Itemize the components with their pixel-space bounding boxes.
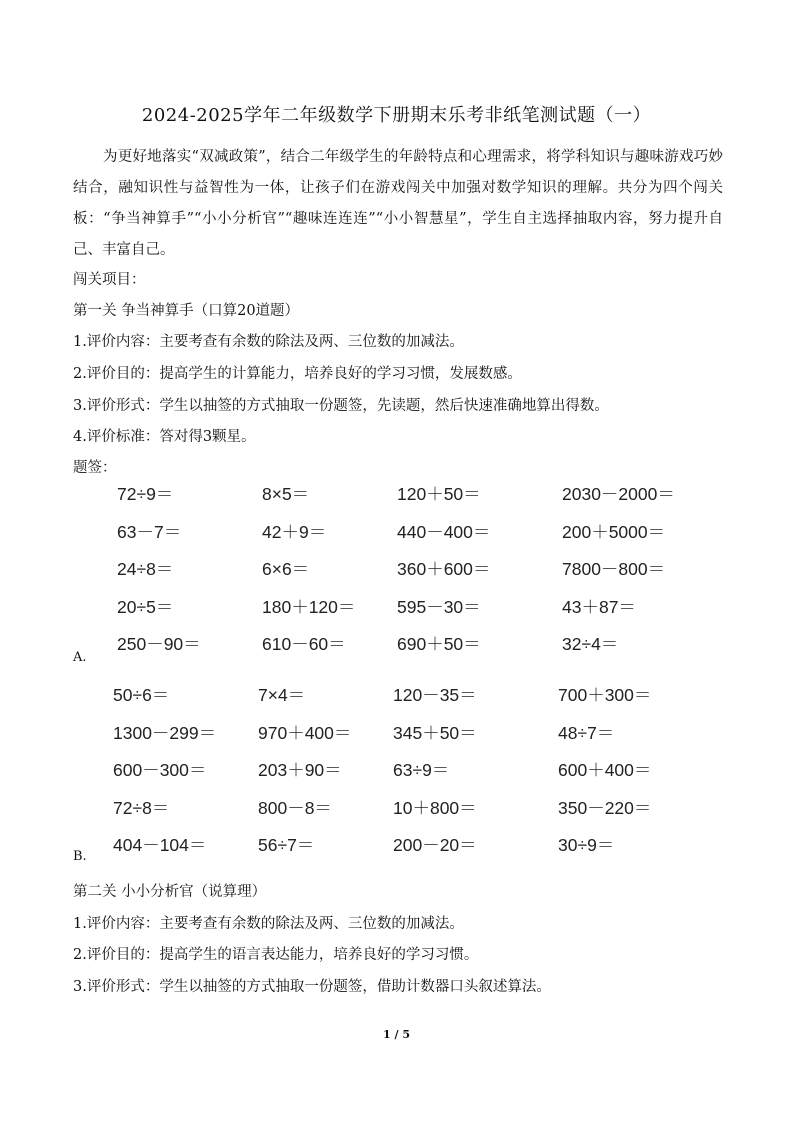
problem-cell: 600＋400＝ (558, 760, 652, 781)
problem-cell: 120＋50＝ (397, 484, 481, 505)
page-title: 2024-2025学年二年级数学下册期末乐考非纸笔测试题（一） (141, 105, 652, 126)
problem-cell: 200－20＝ (393, 835, 477, 856)
level1-content: 1.评价内容：主要考查有余数的除法及两、三位数的加减法。 (73, 334, 464, 350)
problem-cell: 63－7＝ (117, 521, 182, 542)
problem-cell: 203＋90＝ (258, 760, 342, 781)
problem-cell: 250－90＝ (117, 634, 201, 655)
problem-cell: 2030－2000＝ (562, 484, 675, 505)
problem-cell: 690＋50＝ (397, 634, 481, 655)
problem-cell: 50÷6＝ (113, 685, 170, 706)
level2-content: 1.评价内容：主要考查有余数的除法及两、三位数的加减法。 (73, 916, 464, 932)
set-b-label: B. (73, 849, 87, 864)
level1-standard: 4.评价标准：答对得3颗星。 (73, 429, 256, 445)
problem-cell: 72÷8＝ (113, 797, 170, 818)
problem-cell: 42＋9＝ (262, 521, 327, 542)
problem-cell: 120－35＝ (393, 685, 477, 706)
level1-heading: 第一关 争当神算手（口算20道题） (73, 303, 300, 319)
problem-cell: 1300－299＝ (113, 722, 217, 743)
problem-cell: 7×4＝ (258, 685, 306, 706)
problem-cell: 600－300＝ (113, 760, 207, 781)
problem-cell: 200＋5000＝ (562, 521, 666, 542)
problem-cell: 345＋50＝ (393, 722, 477, 743)
problem-cell: 10＋800＝ (393, 797, 477, 818)
problem-cell: 610－60＝ (262, 634, 346, 655)
problem-cell: 360＋600＝ (397, 559, 491, 580)
level2-form: 3.评价形式：学生以抽签的方式抽取一份题签，借助计数器口头叙述算法。 (73, 979, 551, 995)
level1-label: 题签： (73, 460, 117, 476)
items-heading: 闯关项目： (73, 272, 146, 288)
problem-cell: 43＋87＝ (562, 596, 636, 617)
level2-purpose: 2.评价目的：提高学生的语言表达能力，培养良好的学习习惯。 (73, 947, 479, 963)
page-number: 1 / 5 (383, 1028, 410, 1041)
problem-cell: 595－30＝ (397, 596, 481, 617)
problem-cell: 700＋300＝ (558, 685, 652, 706)
problem-cell: 404－104＝ (113, 835, 207, 856)
problem-cell: 63÷9＝ (393, 760, 450, 781)
problem-cell: 20÷5＝ (117, 596, 174, 617)
problem-cell: 24÷8＝ (117, 559, 174, 580)
level1-form: 3.评价形式：学生以抽签的方式抽取一份题签，先读题，然后快速准确地算出得数。 (73, 398, 609, 414)
intro-paragraph: 为更好地落实“双减政策”，结合二年级学生的年龄特点和心理需求，将学科知识与趣味游戏巧妙结合，融知识性与益智性为一体，让孩子们在游戏闯关中加强对数学知识的理解。共分为四个闯关板：“争当神算手”“小小分析官”“趣味连连连”“小小智慧星”，学生自主选择抽取内容，努力提升自己、丰富自己。 (73, 149, 723, 258)
problem-cell: 56÷7＝ (258, 835, 315, 856)
problem-cell: 440－400＝ (397, 521, 491, 542)
problem-cell: 8×5＝ (262, 484, 310, 505)
set-a-label: A. (73, 650, 87, 665)
problem-cell: 30÷9＝ (558, 835, 615, 856)
problem-set-b (113, 676, 688, 864)
problem-cell: 7800－800＝ (562, 559, 666, 580)
problem-cell: 32÷4＝ (562, 634, 619, 655)
problem-cell: 350－220＝ (558, 797, 652, 818)
problem-cell: 800－8＝ (258, 797, 332, 818)
level1-purpose: 2.评价目的：提高学生的计算能力，培养良好的学习习惯，发展数感。 (73, 366, 522, 382)
level2-heading: 第二关 小小分析官（说算理） (73, 884, 267, 900)
problem-cell: 970＋400＝ (258, 722, 352, 743)
problem-cell: 6×6＝ (262, 559, 310, 580)
problem-cell: 72÷9＝ (117, 484, 174, 505)
problem-cell: 48÷7＝ (558, 722, 615, 743)
problem-cell: 180＋120＝ (262, 596, 356, 617)
problem-set-a (117, 475, 692, 663)
